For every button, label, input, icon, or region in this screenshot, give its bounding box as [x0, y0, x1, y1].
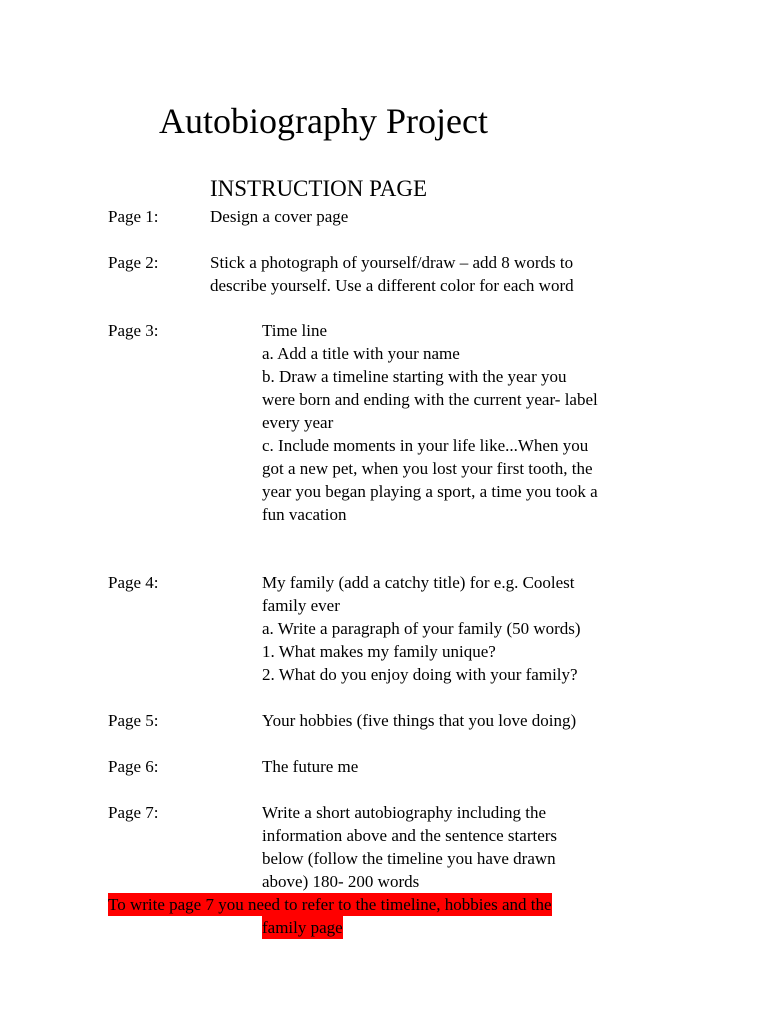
instruction-line: 2. What do you enjoy doing with your family?	[262, 665, 578, 684]
document-title: Autobiography Project	[159, 101, 488, 141]
instruction-line: below (follow the timeline you have drawn	[262, 849, 556, 868]
page-5-label: Page 5:	[108, 711, 159, 730]
instruction-line: got a new pet, when you lost your first tooth, the	[262, 459, 593, 478]
instruction-line: describe yourself. Use a different color for each word	[210, 276, 574, 295]
instruction-line: family ever	[262, 596, 340, 615]
instruction-line: My family (add a catchy title) for e.g. Coolest	[262, 573, 575, 592]
instruction-line: information above and the sentence starters	[262, 826, 558, 845]
page-5-text	[262, 709, 662, 732]
instruction-line: Write a short autobiography including the	[262, 803, 546, 822]
page-2-text	[210, 251, 650, 297]
page-7-label: Page 7:	[108, 803, 159, 822]
instruction-line: Design a cover page	[210, 207, 349, 226]
instruction-line: every year	[262, 413, 334, 432]
page-3-label: Page 3:	[108, 321, 159, 340]
page-6-label: Page 6:	[108, 757, 159, 776]
page-4-text	[262, 571, 662, 686]
page-2-label: Page 2:	[108, 253, 159, 272]
instruction-line: The future me	[262, 757, 359, 776]
instruction-line: Time line	[262, 321, 328, 340]
highlighted-note-line-1: To write page 7 you need to refer to the timeline, hobbies and the	[108, 895, 552, 914]
highlighted-note-line-2: family page	[262, 918, 343, 937]
instruction-line: b. Draw a timeline starting with the year you	[262, 367, 567, 386]
page-6-text	[262, 755, 662, 778]
instruction-line: above) 180- 200 words	[262, 872, 420, 891]
page-1-label: Page 1:	[108, 207, 159, 226]
instruction-line: 1. What makes my family unique?	[262, 642, 496, 661]
instruction-line: year you began playing a sport, a time you took a	[262, 482, 598, 501]
instruction-line: Your hobbies (five things that you love doing)	[262, 711, 577, 730]
instruction-line: fun vacation	[262, 505, 347, 524]
page-7-text	[262, 801, 662, 893]
document-subtitle: INSTRUCTION PAGE	[210, 176, 428, 201]
instruction-line: c. Include moments in your life like...When you	[262, 436, 589, 455]
instruction-line: a. Add a title with your name	[262, 344, 460, 363]
page-3-text	[262, 319, 662, 526]
instruction-line: were born and ending with the current year- label	[262, 390, 598, 409]
instruction-line: Stick a photograph of yourself/draw – add 8 words to	[210, 253, 574, 272]
page-4-label: Page 4:	[108, 573, 159, 592]
page-1-text	[210, 205, 650, 228]
instruction-line: a. Write a paragraph of your family (50 words)	[262, 619, 581, 638]
